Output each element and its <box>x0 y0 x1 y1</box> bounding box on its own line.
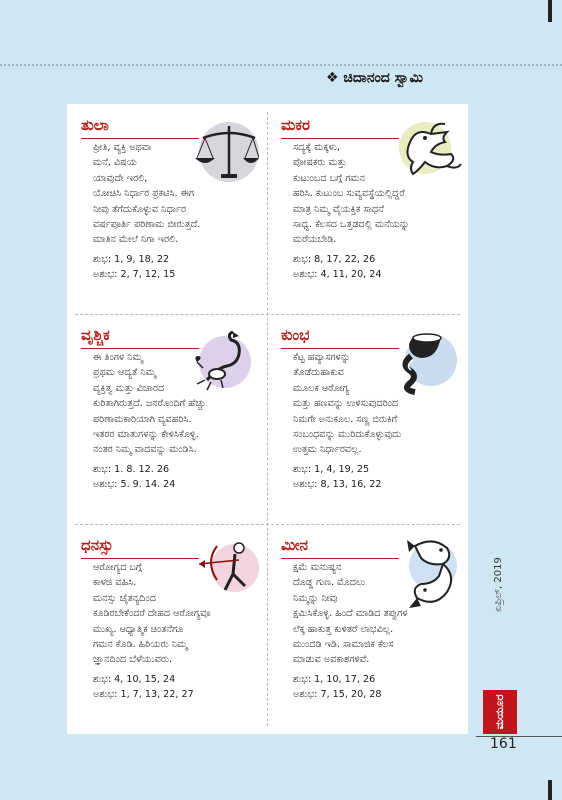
sign-title: ತುಲಾ <box>81 116 109 134</box>
divider <box>75 524 460 525</box>
lucky-dates <box>293 462 382 493</box>
text-line: ಮಾತ್ರ ನಿಮ್ಮ ವೈಯಕ್ತಿಕ ಸಾಧನೆ <box>293 203 384 215</box>
text-line: ಕಾಳಜಿ ವಹಿಸಿ. <box>93 577 137 589</box>
title-rule <box>81 558 199 559</box>
text-line: ದೊಡ್ಡ ಗುಣ. ಮೊದಲು <box>293 577 366 589</box>
sign-card-capricorn <box>275 116 465 312</box>
text-line: ಹರಿಸಿ. ಕುಟುಂಬ ಸುವ್ಯವಸ್ಥೆಯಲ್ಲಿದ್ದರೆ <box>293 188 405 200</box>
sign-card-sagittarius <box>75 536 265 732</box>
good-dates: ಶುಭ: 1, 4, 19, 25 <box>293 464 370 475</box>
divider <box>267 112 268 726</box>
text-line: ಮನೆ, ವಿಷಯ <box>93 157 137 169</box>
sign-text <box>293 140 410 248</box>
divider <box>0 64 562 66</box>
libra-scales-icon <box>193 120 259 186</box>
sign-card-libra <box>75 116 265 312</box>
footer-rule <box>476 736 562 737</box>
text-line: ನಂತರ ನಿಮ್ಮ ವಾದವನ್ನು ಮಂಡಿಸಿ. <box>93 444 197 456</box>
lucky-dates <box>93 672 194 703</box>
bad-dates: ಅಶುಭ: 1, 7, 13, 22, 27 <box>93 689 194 701</box>
text-line: ಯಾವುದೇ ಇರಲಿ, <box>93 172 148 184</box>
title-rule <box>281 558 399 559</box>
text-line: ಲೆಕ್ಕ ಹಾಕುತ್ತ ಕುಳಿತರೆ ಲಾಭವಿಲ್ಲ. <box>293 623 394 635</box>
text-line: ಸಾಧ್ಯ. ಕೆಲಸದ ಒತ್ತಡದಲ್ಲಿ ಮನೆಯನ್ನು <box>293 218 410 230</box>
good-dates: ಶುಭ: 4, 10, 15, 24 <box>93 674 176 685</box>
good-dates: ಶುಭ: 8, 17, 22, 26 <box>293 254 376 265</box>
sign-title: ಮೀನ <box>281 536 309 554</box>
text-line: ಕೆಟ್ಟ ಹವ್ಯಾಸಗಳನ್ನು <box>293 352 351 363</box>
text-line: ಮಾಡುವ ಅವಕಾಶಗಳಿವೆ. <box>293 654 370 666</box>
author-byline: ❖ ಚಿದಾನಂದ ಸ್ವಾಮಿ <box>326 70 423 86</box>
title-rule <box>81 348 199 349</box>
text-line: ಮಾತಿನ ಮೇಲೆ ನಿಗಾ ಇರಲಿ. <box>93 234 179 246</box>
crop-mark <box>548 0 552 22</box>
text-line: ಈ ತಿಂಗಳ ನಿಮ್ಮ <box>93 352 143 363</box>
lucky-dates <box>93 252 175 283</box>
text-line: ನಿಮಗೇ ಅನುಕೂಲ. ಸಣ್ಣ ಬಿರುಕಿಗೆ <box>293 413 398 425</box>
text-line: ವ್ಯಕ್ತಿತ್ವ ಮತ್ತು ವಿಚಾರದ <box>93 382 165 394</box>
crop-mark <box>548 780 552 800</box>
text-line: ಪರಿಣಾಮಕಾರಿಯಾಗಿ ವ್ಯವಹರಿಸಿ. <box>93 413 192 425</box>
sign-title: ಮಕರ <box>281 116 310 134</box>
bad-dates: ಅಶುಭ: 4, 11, 20, 24 <box>293 269 382 281</box>
good-dates: ಶುಭ: 1, 10, 17, 26 <box>293 674 376 685</box>
text-line: ಗಮನ ಕೊಡಿ. ಹಿರಿಯರು ನಿಮ್ಮ <box>93 638 188 650</box>
text-line: ಪ್ರಥಮ ಆದ್ಯತೆ ನಿಮ್ಮ <box>93 367 157 379</box>
sign-title: ಕುಂಭ <box>281 326 310 344</box>
text-line: ತೊಡೆದುಹಾಕುವ <box>293 367 344 379</box>
text-line: ನಿಮ್ಮನ್ನು ನೀವು <box>293 592 338 604</box>
text-line: ಸಂಬಂಧವನ್ನು ಮುರಿದುಕೊಳ್ಳುವುದು <box>293 428 402 440</box>
text-line: ಪ್ರೀತಿ, ವ್ಯಕ್ತಿ ಅಥವಾ <box>93 142 152 153</box>
sign-card-aquarius <box>275 326 465 522</box>
bad-dates: ಅಶುಭ: 8, 13, 16, 22 <box>293 479 382 491</box>
text-line: ಮುಂದಡಿ ಇಡಿ. ಸಾಮಾಜಿಕ ಕೆಲಸ <box>293 638 394 650</box>
sign-text <box>93 140 200 248</box>
pisces-fish-icon <box>399 536 463 614</box>
lucky-dates <box>293 252 382 283</box>
text-line: ಜ್ಞಾನದಿಂದ ಬೆಳೆಯುವರು. <box>93 654 173 666</box>
text-line: ಕ್ಷಮಿಸಿಕೊಳ್ಳಿ. ಹಿಂದೆ ಮಾಡಿದ ತಪ್ಪುಗಳ <box>293 608 408 620</box>
issue-date: ಏಪ್ರಿಲ್, 2019 <box>493 557 504 612</box>
good-dates: ಶುಭ: 1, 9, 18, 22 <box>93 254 170 265</box>
sign-card-pisces <box>275 536 465 732</box>
sign-text <box>293 560 408 668</box>
text-line: ಕೂಡಿರಬೇಕೆಂದರೆ ದೇಹದ ಆರೋಗ್ಯವೂ <box>93 608 211 620</box>
text-line: ನೀವು ತೆಗೆದುಕೊಳ್ಳುವ ನಿರ್ಧಾರ <box>93 203 187 215</box>
horoscope-grid <box>67 104 468 734</box>
good-dates: ಶುಭ: 1. 8. 12. 26 <box>93 464 170 475</box>
sign-title: ಧನಸ್ಸು <box>81 536 114 554</box>
text-line: ಮೂಲಕ ಆರೋಗ್ಯ <box>293 382 350 394</box>
sign-title: ವೃಶ್ಚಿಕ <box>81 326 110 344</box>
text-line: ಮತ್ತು ಹಣವನ್ನು ಉಳಿಸುವುದರಿಂದ <box>293 398 399 410</box>
text-line: ಇತರರ ಮಾತುಗಳನ್ನು ಕೇಳಿಸಿಕೊಳ್ಳಿ. <box>93 428 199 440</box>
text-line: ಮರೆಯಬೇಡಿ. <box>293 234 337 246</box>
text-line: ಮನಸ್ಸು ಚೈತನ್ಯದಿಂದ <box>93 592 156 604</box>
text-line: ಮುಖ್ಯ. ಆಧ್ಯಾತ್ಮಿಕ ಚಿಂತನೆಗೂ <box>93 623 184 635</box>
text-line: ಕ್ಷಮೆ ಮನುಷ್ಯನ <box>293 562 342 573</box>
magazine-logo-text: ಮಯೂರ <box>493 694 506 730</box>
text-line: ಯೋಚಿಸಿ ನಿರ್ಧಾರ ಪ್ರಕಟಿಸಿ. ಈಗ <box>93 188 195 200</box>
bad-dates: ಅಶುಭ: 2, 7, 12, 15 <box>93 269 176 281</box>
text-line: ಕುರಿತಾಗಿರುತ್ತದೆ. ಜನರೊಂದಿಗೆ ಹೆಚ್ಚು <box>93 398 206 410</box>
text-line: ವರ್ಷಪೂರ್ತಿ ಪರಿಣಾಮ ಬೀರುತ್ತದೆ. <box>93 218 201 230</box>
lucky-dates <box>293 672 382 703</box>
page-number: 161 <box>490 736 517 752</box>
aquarius-water-pot-icon <box>391 330 461 396</box>
divider <box>75 314 460 315</box>
text-line: ಕುಟುಂಬದ ಬಗ್ಗೆ ಗಮನ <box>293 172 365 184</box>
text-line: ಆರೋಗ್ಯದ ಬಗ್ಗೆ <box>93 562 143 573</box>
text-line: ಪೋಷಕರು ಮತ್ತು <box>293 157 347 169</box>
sign-text <box>93 560 211 668</box>
title-rule <box>281 138 399 139</box>
bad-dates: ಅಶುಭ: 5. 9. 14. 24 <box>93 479 176 491</box>
text-line: ಸದ್ಯಕ್ಕೆ ಮಕ್ಕಳು, <box>293 142 340 153</box>
sign-text <box>293 350 401 458</box>
title-rule <box>81 138 199 139</box>
lucky-dates <box>93 462 175 493</box>
text-line: ಉತ್ತಮ ನಿರ್ಧಾರವಲ್ಲ. <box>293 444 362 456</box>
bad-dates: ಅಶುಭ: 7, 15, 20, 28 <box>293 689 382 701</box>
sign-card-scorpio <box>75 326 265 522</box>
magazine-logo <box>483 690 517 734</box>
sign-text <box>93 350 206 458</box>
title-rule <box>281 348 399 349</box>
